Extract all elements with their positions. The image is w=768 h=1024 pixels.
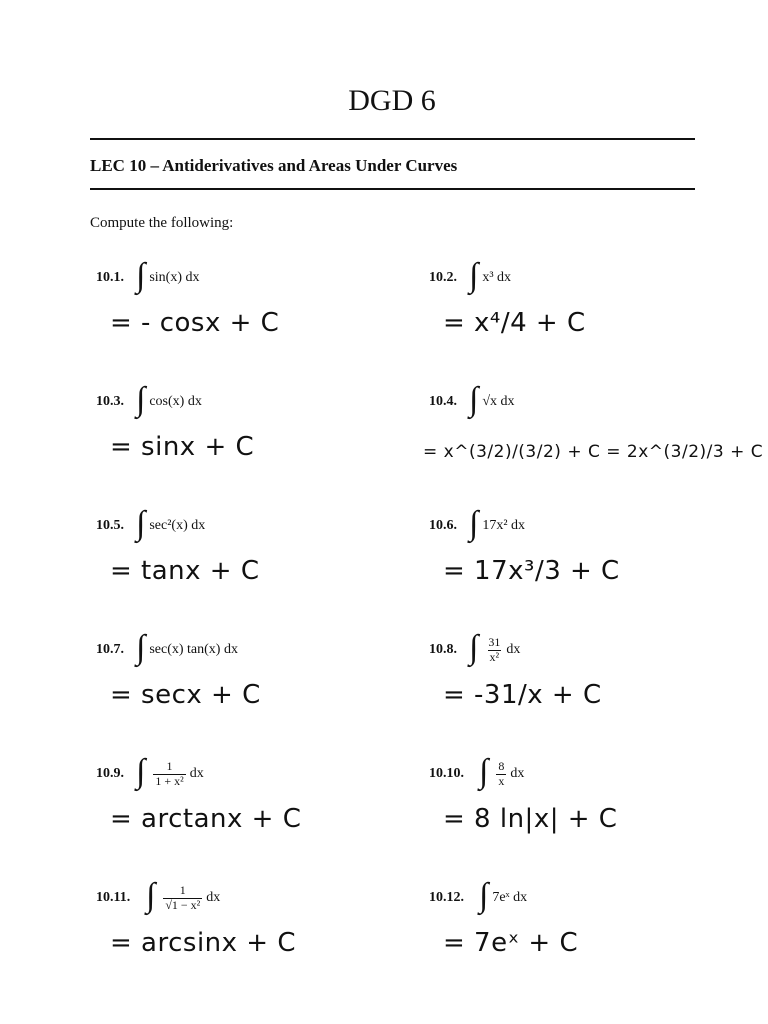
page-title: DGD 6 bbox=[348, 84, 436, 117]
problem-number: 10.10. bbox=[429, 766, 464, 781]
integral-expression: ∫ $\frac{31}{\text{x²}}$ dx bbox=[469, 629, 521, 666]
integral-expression: ∫ sin(x) dx bbox=[136, 257, 200, 294]
problem-number: 10.4. bbox=[429, 394, 457, 409]
integral-expression: ∫ 17x² dx bbox=[469, 505, 526, 542]
problem-number: 10.1. bbox=[96, 270, 124, 285]
problem-10-5 bbox=[90, 506, 420, 616]
problem-10-4 bbox=[423, 381, 764, 492]
integral-expression: ∫ sec²(x) dx bbox=[136, 505, 206, 542]
integral-expression: ∫ $\frac{8}{x}$ dx bbox=[479, 753, 525, 790]
handwritten-answer: = x⁴/4 + C bbox=[443, 308, 586, 338]
problem-number: 10.2. bbox=[429, 270, 457, 285]
problem-number: 10.5. bbox=[96, 518, 124, 533]
integral-expression: ∫ cos(x) dx bbox=[136, 381, 202, 418]
handwritten-answer: = 7eˣ + C bbox=[443, 928, 579, 958]
handwritten-answer: = arcsinx + C bbox=[110, 928, 296, 958]
handwritten-answer: = secx + C bbox=[110, 680, 261, 710]
problem-number: 10.7. bbox=[96, 642, 124, 657]
problem-10-7 bbox=[90, 630, 420, 740]
integral-expression: ∫ √x dx bbox=[469, 381, 515, 418]
problem-number: 10.8. bbox=[429, 642, 457, 657]
handwritten-answer: = arctanx + C bbox=[110, 804, 302, 834]
bottom-rule bbox=[90, 188, 695, 190]
problem-10-11 bbox=[90, 878, 420, 988]
problem-10-2 bbox=[423, 258, 753, 368]
integral-expression: ∫ $\frac{1}{\text{1 + x²}}$ dx bbox=[136, 753, 204, 790]
problem-number: 10.9. bbox=[96, 766, 124, 781]
integral-expression: ∫ x³ dx bbox=[469, 257, 512, 294]
handwritten-answer: = tanx + C bbox=[110, 556, 260, 586]
handwritten-answer: = sinx + C bbox=[110, 432, 255, 462]
problem-10-12 bbox=[423, 878, 753, 988]
instructions: Compute the following: bbox=[90, 215, 234, 231]
handwritten-answer: = 17x³/3 + C bbox=[443, 556, 620, 586]
problem-number: 10.12. bbox=[429, 890, 464, 905]
problem-number: 10.6. bbox=[429, 518, 457, 533]
problem-number: 10.3. bbox=[96, 394, 124, 409]
problem-10-8 bbox=[423, 630, 753, 740]
problem-number: 10.11. bbox=[96, 890, 131, 905]
handwritten-answer: = x^(3/2)/(3/2) + C = 2x^(3/2)/3 + C bbox=[423, 442, 764, 462]
problem-10-3 bbox=[90, 382, 420, 492]
lecture-heading: LEC 10 – Antiderivatives and Areas Under Curves bbox=[90, 156, 458, 175]
integral-expression: ∫ 7eˣ dx bbox=[479, 877, 528, 914]
problem-10-6 bbox=[423, 506, 753, 616]
integral-expression: ∫ $\frac{1}{\text{√1 − x²}}$ dx bbox=[146, 877, 221, 914]
problem-10-1 bbox=[90, 258, 420, 368]
problem-10-9 bbox=[90, 754, 420, 864]
integral-expression: ∫ sec(x) tan(x) dx bbox=[136, 629, 238, 666]
top-rule bbox=[90, 138, 695, 140]
handwritten-answer: = -31/x + C bbox=[443, 680, 602, 710]
handwritten-answer: = 8 ln|x| + C bbox=[443, 804, 618, 834]
problem-10-10 bbox=[423, 754, 753, 864]
handwritten-answer: = - cosx + C bbox=[110, 308, 280, 338]
